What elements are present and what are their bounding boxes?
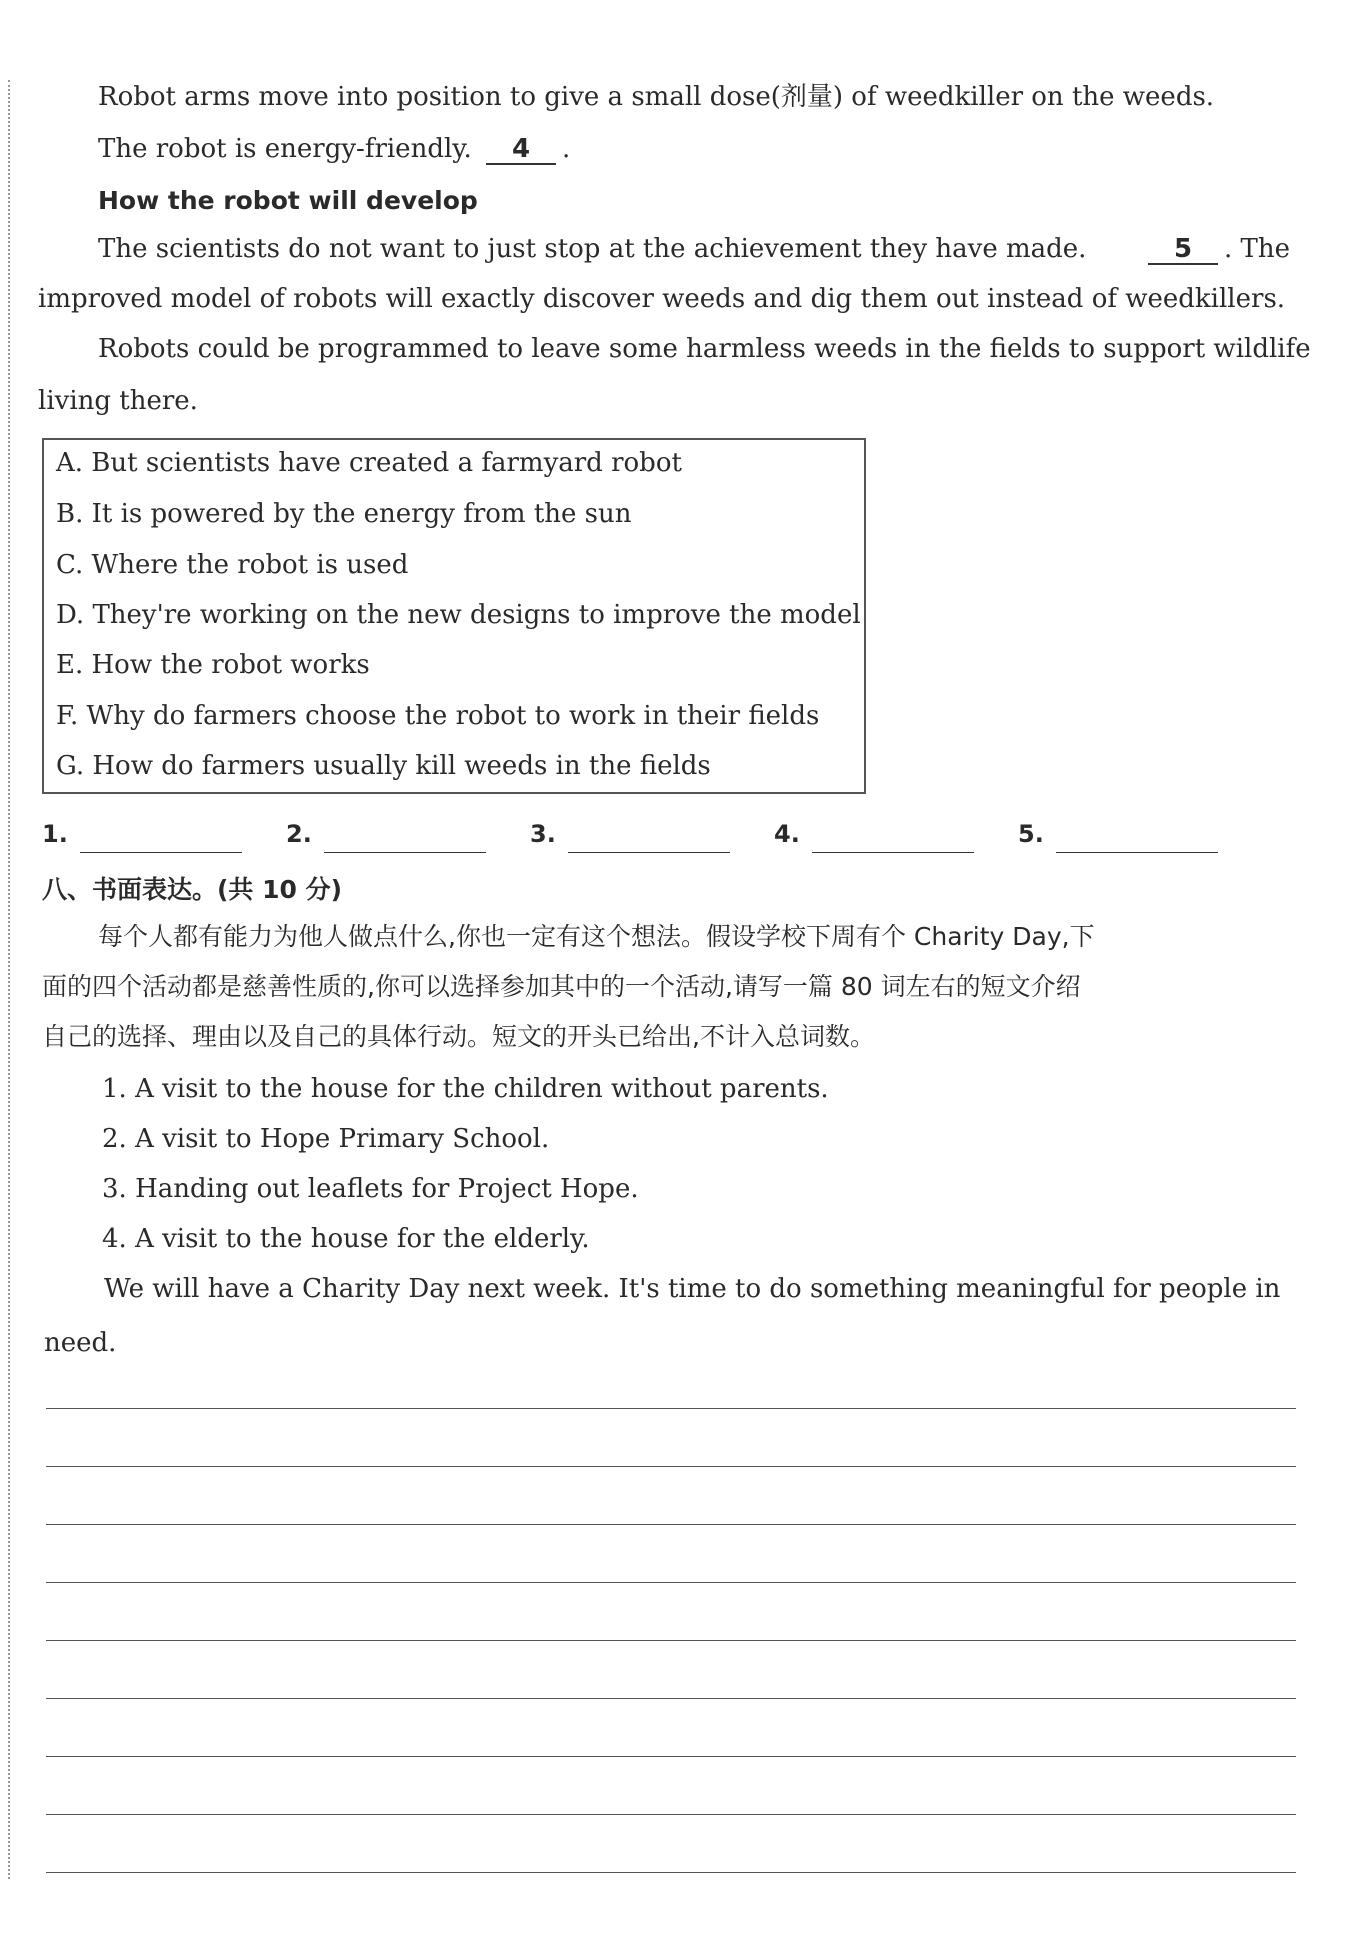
- instruction-line-1: 每个人都有能力为他人做点什么,你也一定有这个想法。假设学校下周有个 Charity Day,下: [98, 922, 1095, 951]
- paragraph-3-text: The scientists do not want to just stop at the achievement they have made.: [98, 234, 1087, 264]
- option-d: D. They're working on the new designs to improve the model: [56, 600, 861, 630]
- answer-label-1: 1.: [42, 820, 68, 848]
- subheading-how-robot-develops: How the robot will develop: [98, 186, 478, 215]
- instruction-line-3: 自己的选择、理由以及自己的具体行动。短文的开头已给出,不计入总词数。: [42, 1022, 875, 1051]
- answer-label-5: 5.: [1018, 820, 1044, 848]
- passage-paragraph-1: Robot arms move into position to give a small dose(剂量) of weedkiller on the weeds.: [98, 82, 1215, 112]
- passage-paragraph-4-line-2: living there.: [38, 386, 198, 416]
- section-eight-heading: 八、书面表达。(共 10 分): [42, 875, 343, 904]
- essay-opening-line-1: We will have a Charity Day next week. It's time to do something meaningful for people in: [104, 1274, 1281, 1304]
- writing-line-2[interactable]: [46, 1466, 1296, 1467]
- activity-2: 2. A visit to Hope Primary School.: [102, 1124, 550, 1154]
- blank-5[interactable]: 5: [1148, 235, 1218, 265]
- instruction-line-2: 面的四个活动都是慈善性质的,你可以选择参加其中的一个活动,请写一篇 80 词左右的短文介绍: [42, 972, 1081, 1001]
- paragraph-2-text: The robot is energy-friendly.: [98, 134, 472, 164]
- option-b: B. It is powered by the energy from the sun: [56, 499, 632, 529]
- writing-line-1[interactable]: [46, 1408, 1296, 1409]
- answer-row: [42, 820, 1222, 860]
- writing-line-5[interactable]: [46, 1640, 1296, 1641]
- option-g: G. How do farmers usually kill weeds in the fields: [56, 751, 711, 781]
- paragraph-3-blank-group: [1142, 232, 1290, 266]
- activity-3: 3. Handing out leaflets for Project Hope.: [102, 1174, 639, 1204]
- passage-paragraph-4-line-1: Robots could be programmed to leave some harmless weeds in the fields to support wildlife: [98, 334, 1311, 364]
- binding-margin-dotted-line: [8, 80, 10, 1879]
- essay-opening-line-2: need.: [44, 1328, 117, 1358]
- activity-4: 4. A visit to the house for the elderly.: [102, 1224, 590, 1254]
- answer-blank-2[interactable]: [324, 852, 486, 853]
- options-box: [42, 438, 866, 794]
- option-c: C. Where the robot is used: [56, 550, 409, 580]
- passage-paragraph-3-line-1: [98, 232, 1290, 266]
- answer-blank-3[interactable]: [568, 852, 730, 853]
- answer-label-4: 4.: [774, 820, 800, 848]
- option-a: A. But scientists have created a farmyard robot: [56, 448, 682, 478]
- paragraph-2-end: .: [562, 134, 571, 164]
- activity-1: 1. A visit to the house for the children without parents.: [102, 1074, 829, 1104]
- writing-line-8[interactable]: [46, 1814, 1296, 1815]
- option-f: F. Why do farmers choose the robot to work in their fields: [56, 701, 820, 731]
- writing-line-9[interactable]: [46, 1872, 1296, 1873]
- paragraph-3-line-end: . The: [1223, 234, 1290, 264]
- answer-blank-1[interactable]: [80, 852, 242, 853]
- writing-line-6[interactable]: [46, 1698, 1296, 1699]
- passage-paragraph-3-line-2: improved model of robots will exactly discover weeds and dig them out instead of weedkillers.: [38, 284, 1286, 314]
- answer-label-2: 2.: [286, 820, 312, 848]
- writing-line-7[interactable]: [46, 1756, 1296, 1757]
- passage-paragraph-2: [98, 132, 570, 166]
- answer-blank-5[interactable]: [1056, 852, 1218, 853]
- blank-4[interactable]: 4: [486, 135, 556, 165]
- option-e: E. How the robot works: [56, 650, 370, 680]
- writing-line-4[interactable]: [46, 1582, 1296, 1583]
- writing-line-3[interactable]: [46, 1524, 1296, 1525]
- answer-blank-4[interactable]: [812, 852, 974, 853]
- answer-label-3: 3.: [530, 820, 556, 848]
